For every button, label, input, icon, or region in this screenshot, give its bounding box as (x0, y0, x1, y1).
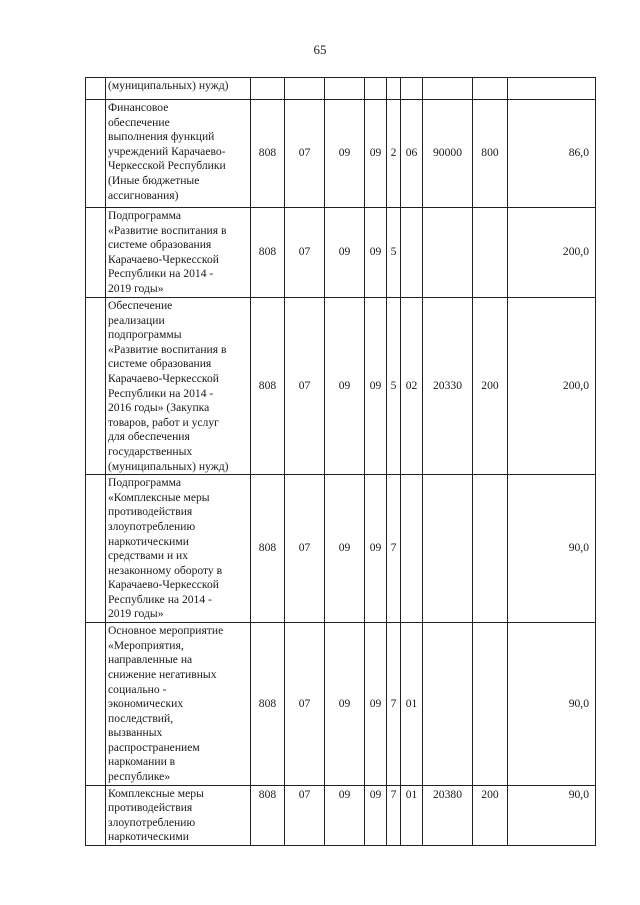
amount-cell: 90,0 (508, 785, 596, 845)
expense-type-cell (473, 475, 508, 623)
amount-cell: 90,0 (508, 623, 596, 786)
row-marker-cell (86, 100, 106, 208)
expense-type-cell: 800 (473, 100, 508, 208)
expense-type-cell: 200 (473, 785, 508, 845)
target-code-part1-cell: 09 (365, 785, 387, 845)
target-code-part2-cell: 7 (387, 785, 401, 845)
row-marker-cell (86, 785, 106, 845)
grbs-cell: 808 (251, 208, 285, 298)
description-cell: Подпрограмма «Развитие воспитания в системе образования Карачаево-Черкесской Республики на 2014 - 2019 годы» (106, 208, 251, 298)
subsection-cell: 09 (325, 100, 365, 208)
section-cell: 07 (285, 623, 325, 786)
target-code-part1-cell: 09 (365, 100, 387, 208)
subsection-cell: 09 (325, 785, 365, 845)
target-code-part3-cell: 06 (401, 100, 423, 208)
target-code-part1-cell: 09 (365, 623, 387, 786)
target-code-part2-cell: 7 (387, 623, 401, 786)
subsection-cell (325, 78, 365, 100)
target-code-part3-cell (401, 475, 423, 623)
target-code-part2-cell: 7 (387, 475, 401, 623)
description-cell: Финансовое обеспечение выполнения функций учреждений Карачаево- Черкесской Республики (Иные бюджетные ассигнования) (106, 100, 251, 208)
row-marker-cell (86, 208, 106, 298)
target-code-part3-cell (401, 208, 423, 298)
description-cell: Комплексные меры противодействия злоупотреблению наркотическими (106, 785, 251, 845)
grbs-cell: 808 (251, 100, 285, 208)
page-number: 65 (313, 42, 327, 57)
target-code-part2-cell: 5 (387, 298, 401, 475)
table-row (86, 785, 596, 845)
row-marker-cell (86, 298, 106, 475)
section-cell: 07 (285, 475, 325, 623)
target-code-part3-cell (401, 78, 423, 100)
table-row (86, 298, 596, 475)
expense-type-cell (473, 623, 508, 786)
row-marker-cell (86, 78, 106, 100)
section-cell: 07 (285, 298, 325, 475)
target-code-part2-cell: 5 (387, 208, 401, 298)
subsection-cell: 09 (325, 623, 365, 786)
grbs-cell: 808 (251, 298, 285, 475)
target-code-part4-cell (423, 623, 473, 786)
target-code-part4-cell (423, 475, 473, 623)
target-code-part4-cell: 90000 (423, 100, 473, 208)
target-code-part1-cell: 09 (365, 298, 387, 475)
subsection-cell: 09 (325, 208, 365, 298)
section-cell: 07 (285, 208, 325, 298)
grbs-cell: 808 (251, 475, 285, 623)
expense-type-cell: 200 (473, 298, 508, 475)
amount-cell: 90,0 (508, 475, 596, 623)
description-cell: Подпрограмма «Комплексные меры противодействия злоупотреблению наркотическими средствами и их незаконному обороту в Карачаево-Черкесской Республике на 2014 - 2019 годы» (106, 475, 251, 623)
target-code-part1-cell: 09 (365, 475, 387, 623)
section-cell (285, 78, 325, 100)
table-row (86, 623, 596, 786)
subsection-cell: 09 (325, 298, 365, 475)
amount-cell: 200,0 (508, 298, 596, 475)
table-row (86, 100, 596, 208)
section-cell: 07 (285, 100, 325, 208)
expense-type-cell (473, 78, 508, 100)
target-code-part4-cell (423, 78, 473, 100)
expense-type-cell (473, 208, 508, 298)
section-cell: 07 (285, 785, 325, 845)
grbs-cell: 808 (251, 785, 285, 845)
description-cell: Обеспечение реализации подпрограммы «Развитие воспитания в системе образования Карачаево-Черкесской Республики на 2014 - 2016 годы» (Закупка товаров, работ и услуг для обеспечения государственных (муниципальных) нужд) (106, 298, 251, 475)
target-code-part3-cell: 01 (401, 785, 423, 845)
target-code-part4-cell: 20380 (423, 785, 473, 845)
target-code-part1-cell (365, 78, 387, 100)
target-code-part2-cell (387, 78, 401, 100)
grbs-cell: 808 (251, 623, 285, 786)
budget-table (85, 77, 596, 846)
target-code-part3-cell: 01 (401, 623, 423, 786)
target-code-part2-cell: 2 (387, 100, 401, 208)
table-row (86, 78, 596, 100)
description-cell: (муниципальных) нужд) (106, 78, 251, 100)
target-code-part4-cell: 20330 (423, 298, 473, 475)
grbs-cell (251, 78, 285, 100)
table-row (86, 208, 596, 298)
target-code-part4-cell (423, 208, 473, 298)
amount-cell (508, 78, 596, 100)
row-marker-cell (86, 623, 106, 786)
amount-cell: 200,0 (508, 208, 596, 298)
description-cell: Основное мероприятие «Мероприятия, направленные на снижение негативных социально - экономических последствий, вызванных распространением наркомании в республике» (106, 623, 251, 786)
row-marker-cell (86, 475, 106, 623)
target-code-part3-cell: 02 (401, 298, 423, 475)
target-code-part1-cell: 09 (365, 208, 387, 298)
table-row (86, 475, 596, 623)
amount-cell: 86,0 (508, 100, 596, 208)
subsection-cell: 09 (325, 475, 365, 623)
